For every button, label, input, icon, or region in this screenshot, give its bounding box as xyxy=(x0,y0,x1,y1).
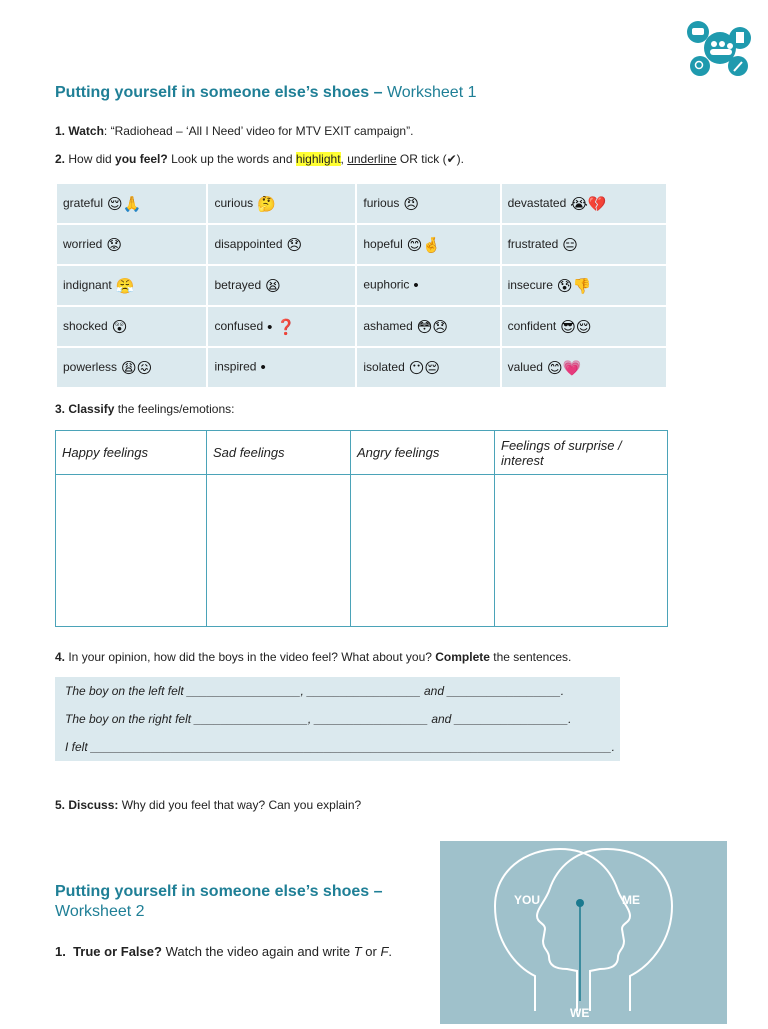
we-label: WE xyxy=(570,1006,590,1020)
emoji-icon: • xyxy=(260,359,266,376)
emoji-icon: 😞 xyxy=(286,236,303,254)
feelings-table xyxy=(55,182,668,389)
question-3: 3. Classify the feelings/emotions: xyxy=(55,402,235,416)
heads-illustration xyxy=(440,841,727,1024)
feeling-word: worried xyxy=(63,236,103,251)
header-happy: Happy feelings xyxy=(56,431,207,475)
feeling-word: shocked xyxy=(63,318,108,333)
feeling-word: disappointed xyxy=(214,236,283,251)
feeling-word: confused xyxy=(214,318,264,333)
emoji-icon: 😤 xyxy=(115,277,135,295)
feeling-cell-grateful[interactable] xyxy=(56,183,207,224)
feelings-row xyxy=(56,183,667,224)
feeling-cell-frustrated[interactable] xyxy=(501,224,667,265)
feeling-word: powerless xyxy=(63,359,118,374)
sentence-right-boy[interactable]: The boy on the right felt _________________, _________________ and _________________. xyxy=(65,712,572,726)
feeling-word: frustrated xyxy=(507,236,559,251)
feeling-word: indignant xyxy=(63,277,112,292)
feeling-cell-devastated[interactable] xyxy=(501,183,667,224)
me-label: ME xyxy=(622,893,640,907)
feeling-cell-inspired[interactable] xyxy=(207,347,356,388)
feeling-cell-curious[interactable] xyxy=(207,183,356,224)
feeling-cell-shocked[interactable] xyxy=(56,306,207,347)
question-4: 4. In your opinion, how did the boys in the video feel? What about you? Complete the sentences. xyxy=(55,650,572,664)
emoji-icon: 😰👎 xyxy=(556,277,592,295)
feeling-cell-ashamed[interactable] xyxy=(356,306,500,347)
feeling-cell-hopeful[interactable] xyxy=(356,224,500,265)
question-1: 1. Watch: “Radiohead – ‘All I Need’ video for MTV EXIT campaign”. xyxy=(55,124,414,138)
feeling-cell-disappointed[interactable] xyxy=(207,224,356,265)
logo xyxy=(684,14,756,80)
feeling-cell-confident[interactable] xyxy=(501,306,667,347)
emoji-icon: • ❓ xyxy=(267,318,296,336)
feeling-word: ashamed xyxy=(363,318,413,333)
feeling-word: grateful xyxy=(63,195,104,210)
feeling-word: euphoric xyxy=(363,277,410,292)
feeling-word: valued xyxy=(507,359,543,374)
emoji-icon: 😎😌 xyxy=(560,318,592,336)
feeling-cell-confused[interactable] xyxy=(207,306,356,347)
feeling-word: furious xyxy=(363,195,400,210)
classify-table xyxy=(55,430,668,627)
emoji-icon: 😲 xyxy=(111,318,128,336)
emoji-icon: 🤔 xyxy=(257,195,276,213)
feeling-word: betrayed xyxy=(214,277,262,292)
worksheet-2-question-1: 1. True or False? Watch the video again and write T or F. xyxy=(55,944,393,959)
emoji-icon: 😊🤞 xyxy=(406,236,442,254)
emoji-icon: 😌🙏 xyxy=(107,195,142,213)
header-angry: Angry feelings xyxy=(351,431,495,475)
question-5: 5. Discuss: Why did you feel that way? Can you explain? xyxy=(55,798,362,812)
feeling-word: curious xyxy=(214,195,254,210)
angry-cell[interactable] xyxy=(351,475,495,627)
feeling-cell-betrayed[interactable] xyxy=(207,265,356,306)
header-surprise: Feelings of surprise / interest xyxy=(495,431,668,475)
feeling-cell-worried[interactable] xyxy=(56,224,207,265)
feeling-cell-valued[interactable] xyxy=(501,347,667,388)
sentence-i-felt[interactable]: I felt ______________________________________________________________________________. xyxy=(65,740,615,754)
emoji-icon: 😳😞 xyxy=(416,318,449,336)
feelings-row xyxy=(56,224,667,265)
feeling-word: insecure xyxy=(507,277,553,292)
emoji-icon: 😫 xyxy=(265,277,281,295)
feeling-word: inspired xyxy=(214,359,257,374)
feeling-word: hopeful xyxy=(363,236,403,251)
emoji-icon: 😊💗 xyxy=(546,359,582,377)
emoji-icon: 😟 xyxy=(106,236,122,254)
feeling-cell-isolated[interactable] xyxy=(356,347,500,388)
feelings-row xyxy=(56,306,667,347)
emoji-icon: 😩😖 xyxy=(121,359,153,377)
header-sad: Sad feelings xyxy=(207,431,351,475)
sad-cell[interactable] xyxy=(207,475,351,627)
feeling-cell-indignant[interactable] xyxy=(56,265,207,306)
sentence-left-boy[interactable]: The boy on the left felt _________________, _________________ and _________________. xyxy=(65,684,565,698)
emoji-icon: • xyxy=(413,277,419,294)
emoji-icon: 😭💔 xyxy=(570,195,607,213)
worksheet-2-title: Putting yourself in someone else’s shoes – Worksheet 2 xyxy=(55,883,383,920)
feeling-word: isolated xyxy=(363,359,405,374)
feelings-row xyxy=(56,265,667,306)
feelings-row xyxy=(56,347,667,388)
feeling-cell-insecure[interactable] xyxy=(501,265,667,306)
emoji-icon: 😶😔 xyxy=(408,359,441,377)
feeling-word: confident xyxy=(507,318,557,333)
feeling-word: devastated xyxy=(507,195,567,210)
emoji-icon: 😑 xyxy=(562,236,578,254)
emoji-icon: 😠 xyxy=(403,195,420,213)
question-2: 2. How did you feel? Look up the words and highlight, underline OR tick (✔). xyxy=(55,152,464,166)
feeling-cell-furious[interactable] xyxy=(356,183,500,224)
worksheet-1-title: Putting yourself in someone else’s shoes – Worksheet 1 xyxy=(55,84,477,101)
surprise-cell[interactable] xyxy=(495,475,668,627)
feeling-cell-euphoric[interactable] xyxy=(356,265,500,306)
feeling-cell-powerless[interactable] xyxy=(56,347,207,388)
you-label: YOU xyxy=(514,893,541,907)
sentences-box xyxy=(55,677,620,761)
happy-cell[interactable] xyxy=(56,475,207,627)
